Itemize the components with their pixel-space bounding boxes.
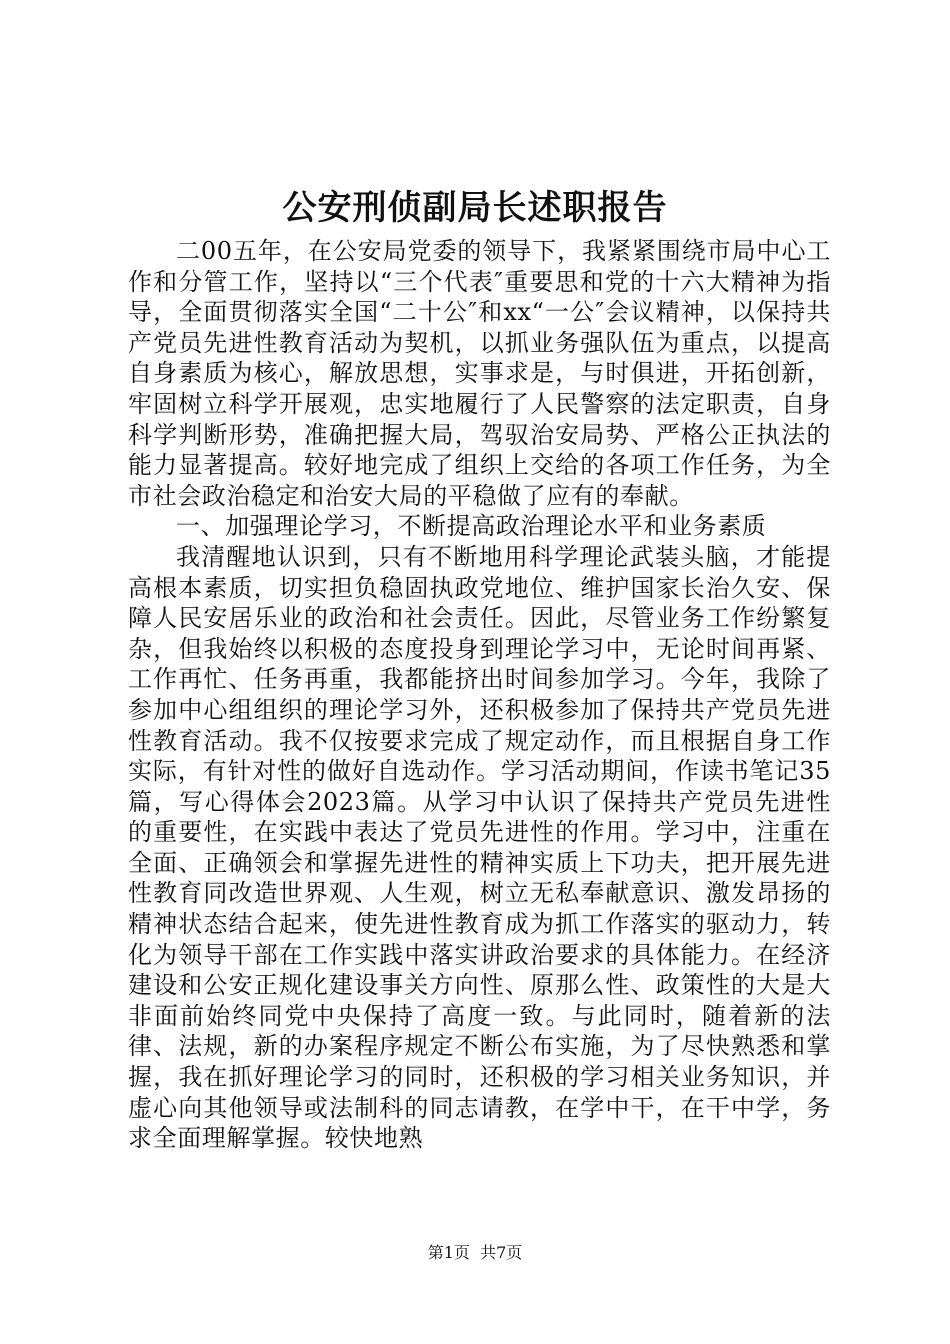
document-body bbox=[128, 236, 831, 1154]
paragraph-section-1: 我清醒地认识到，只有不断地用科学理论武装头脑，才能提高根本素质，切实担负稳固执政党地位、维护国家长治久安、保障人民安居乐业的政治和社会责任。因此，尽管业务工作纷繁复杂，但我始终以积极的态度投身到理论学习中，无论时间再紧、工作再忙、任务再重，我都能挤出时间参加学习。今年，我除了参加中心组组织的理论学习外，还积极参加了保持共产党员先进性教育活动。我不仅按要求完成了规定动作，而且根据自身工作实际，有针对性的做好自选动作。学习活动期间，作读书笔记35篇，写心得体会2023篇。从学习中认识了保持共产党员先进性的重要性，在实践中表达了党员先进性的作用。学习中，注重在全面、正确领会和掌握先进性的精神实质上下功夫，把开展先进性教育同改造世界观、人生观，树立无私奉献意识、激发昂扬的精神状态结合起来，使先进性教育成为抓工作落实的驱动力，转化为领导干部在工作实践中落实讲政治要求的具体能力。在经济建设和公安正规化建设事关方向性、原那么性、政策性的大是大非面前始终同党中央保持了高度一致。与此同时，随着新的法律、法规，新的办案程序规定不断公布实施，为了尽快熟悉和掌握，我在抓好理论学习的同时，还积极的学习相关业务知识，并虚心向其他领导或法制科的同志请教，在学中干，在干中学，务求全面理解掌握。较快地熟 bbox=[128, 542, 831, 1153]
document-title: 公安刑侦副局长述职报告 bbox=[282, 188, 668, 228]
page-number-footer: 第1页 共7页 bbox=[427, 1243, 523, 1262]
paragraph-intro: 二00五年，在公安局党委的领导下，我紧紧围绕市局中心工作和分管工作，坚持以“三个代表″重要思和党的十六大精神为指导，全面贯彻落实全国“二十公″和xx“一公″会议精神，以保持共产党员先进性教育活动为契机，以抓业务强队伍为重点，以提高自身素质为核心，解放思想，实事求是，与时俱进，开拓创新，牢固树立科学开展观，忠实地履行了人民警察的法定职责，自身科学判断形势，准确把握大局，驾驭治安局势、严格公正执法的能力显著提高。较好地完成了组织上交给的各项工作任务，为全市社会政治稳定和治安大局的平稳做了应有的奉献。 bbox=[128, 237, 831, 510]
section-heading-1: 一、加强理论学习，不断提高政治理论水平和业务素质 bbox=[176, 512, 767, 541]
